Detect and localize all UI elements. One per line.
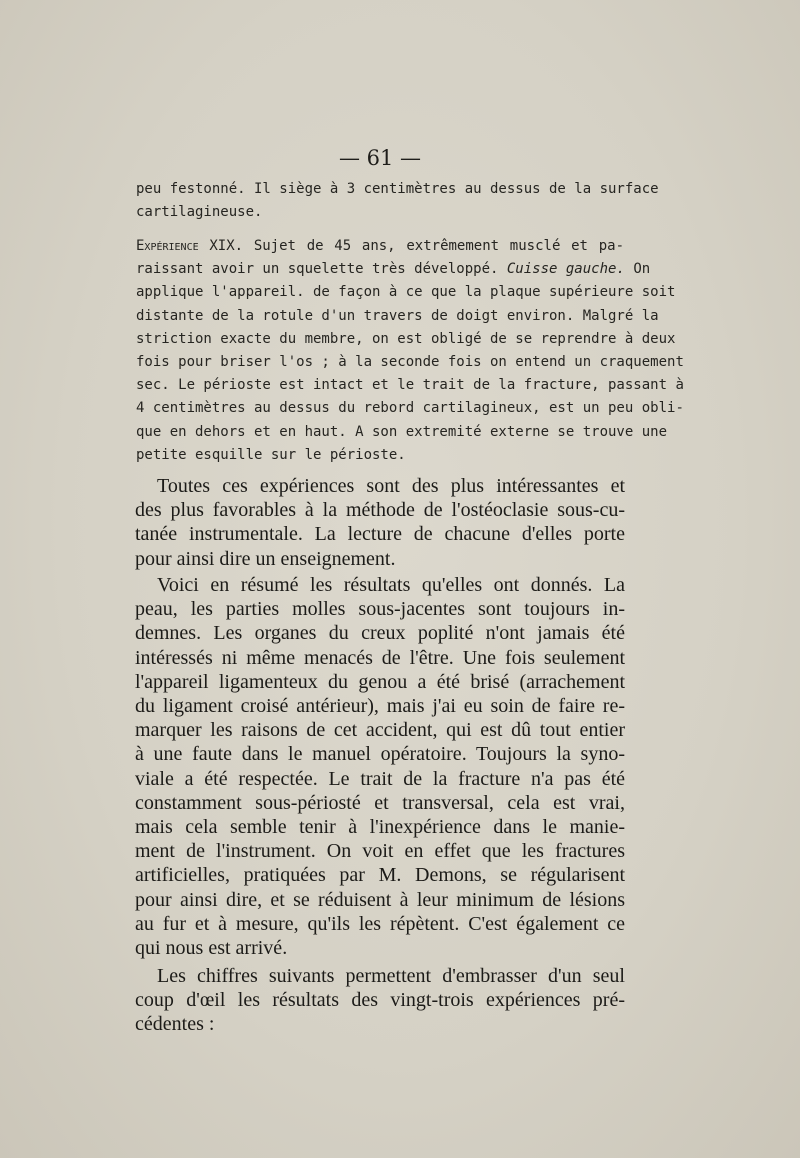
text-line: petite esquille sur le périoste. [136, 446, 406, 463]
text-line: Expérience XIX. Sujet de 45 ans, extrêmement musclé et pa- [136, 238, 624, 254]
text-line: peau, les parties molles sous-jacentes sont toujours in- [135, 598, 625, 621]
italic-term: Cuisse gauche. [506, 261, 625, 278]
text-line: mais cela semble tenir à l'inexpérience dans le manie- [135, 816, 625, 839]
text-line: marquer les raisons de cet accident, qui est dû tout entier [135, 719, 625, 742]
text-line: viale a été respectée. Le trait de la fracture n'a pas été [135, 767, 625, 790]
paragraph-intro [136, 178, 659, 224]
text-line: artificielles, pratiquées par M. Demons, se régularisent [135, 864, 625, 887]
text-line: qui nous est arrivé. [135, 937, 288, 960]
text-line: 4 centimètres au dessus du rebord cartilagineux, est un peu obli- [136, 400, 684, 417]
text-line: cartilagineuse. [136, 204, 263, 221]
text-line: que en dehors et en haut. A son extremité externe se trouve une [136, 423, 668, 440]
paragraph-conclusion [135, 474, 625, 571]
text-line: l'appareil ligamenteux du genou a été brisé (arrachement [135, 670, 625, 693]
text-line: pour ainsi dire, et se réduisent à leur minimum de lésions [135, 888, 625, 911]
text-line: intéressés ni même menacés de l'être. Une fois seulement [135, 646, 625, 669]
text-line: cédentes : [135, 1013, 215, 1036]
text-line: pour ainsi dire un enseignement. [135, 547, 396, 570]
text-line: peu festonné. Il siège à 3 centimètres au dessus de la surface [136, 181, 659, 197]
text-line: coup d'œil les résultats des vingt-trois expériences pré- [135, 989, 625, 1012]
text-line: demnes. Les organes du creux poplité n'ont jamais été [135, 622, 625, 645]
text-line: des plus favorables à la méthode de l'ostéoclasie sous-cu- [135, 499, 625, 522]
text-line: Toutes ces expériences sont des plus intéressantes et [157, 475, 625, 497]
text-line: à une faute dans le manuel opératoire. Toujours la syno- [135, 743, 625, 766]
paragraph-figures-intro [135, 964, 625, 1037]
paragraph-experience-xix [136, 235, 684, 467]
paragraph-summary [135, 573, 625, 960]
text-line: striction exacte du membre, on est obligé de se reprendre à deux [136, 330, 676, 347]
text-line: ment de l'instrument. On voit en effet que les fractures [135, 840, 625, 863]
text-line: constamment sous-périosté et transversal, cela est vrai, [135, 791, 625, 814]
text-line: Les chiffres suivants permettent d'embrasser d'un seul [157, 965, 625, 987]
text-line: distante de la rotule d'un travers de doigt environ. Malgré la [136, 307, 659, 324]
text-line: Voici en résumé les résultats qu'elles ont donnés. La [157, 574, 625, 596]
text-line: au fur et à mesure, qu'ils les répètent. C'est également ce [135, 912, 625, 935]
text-line: sec. Le périoste est intact et le trait de la fracture, passant à [136, 377, 684, 394]
text-line: raissant avoir un squelette très développé. Cuisse gauche. On [136, 261, 651, 278]
text-line: tanée instrumentale. La lecture de chacune d'elles porte [135, 523, 625, 546]
experience-label: Expérience [136, 238, 199, 254]
page-number: — 61 — [338, 146, 422, 170]
text-line: du ligament croisé antérieur), mais j'ai eu soin de faire re- [135, 695, 625, 718]
text-line: applique l'appareil. de façon à ce que la plaque supérieure soit [136, 284, 676, 301]
text-line: fois pour briser l'os ; à la seconde fois on entend un craquement [136, 354, 684, 371]
